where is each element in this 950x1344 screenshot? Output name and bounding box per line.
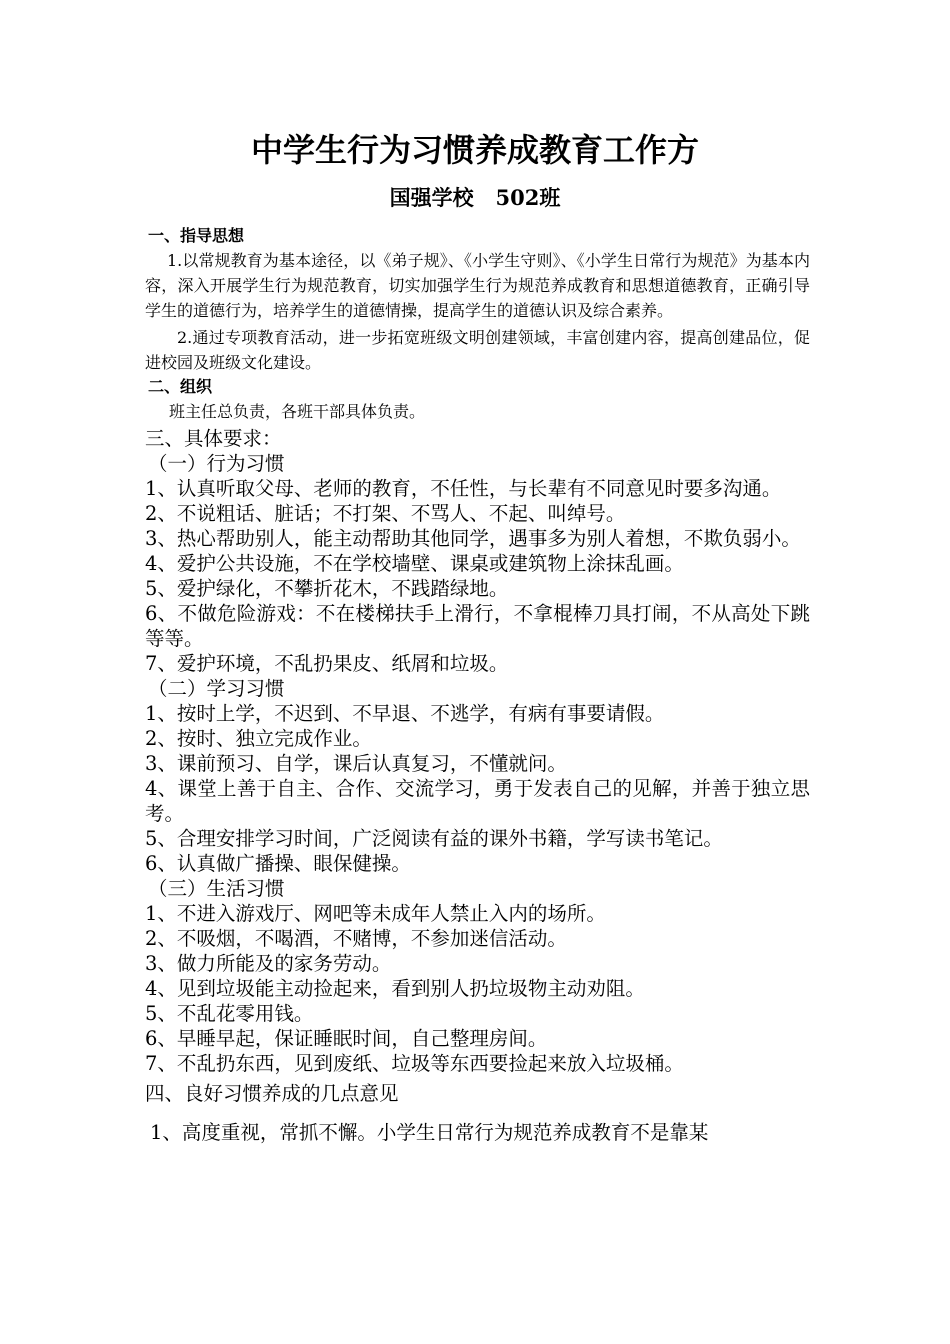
section-heading-org: 二、组织 (148, 377, 213, 396)
org-paragraph: 班主任总负责，各班干部具体负责。 (169, 402, 426, 421)
section-heading-guiding: 一、指导思想 (148, 226, 245, 245)
opinions-paragraph-1: 1、高度重视，常抓不懈。小学生日常行为规范养成教育不是靠某 (150, 1121, 709, 1144)
list-item: 6、早睡早起，保证睡眠时间，自己整理房间。 (145, 1027, 548, 1050)
list-item: 2、不说粗话、脏话；不打架、不骂人、不起、叫绰号。 (145, 502, 626, 525)
list-item: 4、爱护公共设施，不在学校墙壁、课桌或建筑物上涂抹乱画。 (145, 552, 684, 575)
list-item: 3、课前预习、自学，课后认真复习，不懂就问。 (145, 752, 567, 775)
document-body (145, 224, 810, 1145)
list-item: 3、热心帮助别人，能主动帮助其他同学，遇事多为别人着想，不欺负弱小。 (145, 527, 801, 550)
list-item: 6、不做危险游戏：不在楼梯扶手上滑行，不拿棍棒刀具打闹，不从高处下跳等等。 (145, 602, 810, 650)
guiding-paragraph-1: 1.以常规教育为基本途径，以《弟子规》、《小学生守则》、《小学生日常行为规范》为基本内容，深入开展学生行为规范教育，切实加强学生行为规范养成教育和思想道德教育，正确引导学生的道德行为，培养学生的道德情操，提高学生的道德认识及综合素养。 (145, 251, 810, 320)
list-item: 4、见到垃圾能主动捡起来，看到别人扔垃圾物主动劝阻。 (145, 977, 645, 1000)
list-item: 5、爱护绿化，不攀折花木，不践踏绿地。 (145, 577, 509, 600)
section-heading-opinions: 四、良好习惯养成的几点意见 (145, 1082, 399, 1105)
subsection-heading-life: （三）生活习惯 (148, 877, 285, 900)
list-item: 1、按时上学，不迟到、不早退、不逃学，有病有事要请假。 (145, 702, 665, 725)
subsection-heading-study: （二）学习习惯 (148, 677, 285, 700)
section-heading-requirements: 三、具体要求： (145, 427, 282, 450)
list-item: 4、课堂上善于自主、合作、交流学习，勇于发表自己的见解，并善于独立思考。 (145, 777, 810, 825)
list-item: 2、按时、独立完成作业。 (145, 727, 372, 750)
list-item: 5、不乱花零用钱。 (145, 1002, 314, 1025)
list-item: 1、认真听取父母、老师的教育，不任性，与长辈有不同意见时要多沟通。 (145, 477, 782, 500)
document-title: 中学生行为习惯养成教育工作方 (250, 131, 699, 169)
document-subtitle: 国强学校 502班 (389, 185, 561, 210)
list-item: 3、做力所能及的家务劳动。 (145, 952, 392, 975)
list-item: 6、认真做广播操、眼保健操。 (145, 852, 411, 875)
guiding-paragraph-2: 2.通过专项教育活动，进一步拓宽班级文明创建领域，丰富创建内容，提高创建品位，促进校园及班级文化建设。 (145, 328, 810, 372)
list-item: 2、不吸烟，不喝酒，不赌博，不参加迷信活动。 (145, 927, 567, 950)
list-item: 7、爱护环境，不乱扔果皮、纸屑和垃圾。 (145, 652, 509, 675)
subsection-heading-behavior: （一）行为习惯 (148, 452, 285, 475)
list-item: 7、不乱扔东西，见到废纸、垃圾等东西要捡起来放入垃圾桶。 (145, 1052, 684, 1075)
list-item: 1、不进入游戏厅、网吧等未成年人禁止入内的场所。 (145, 902, 606, 925)
list-item: 5、合理安排学习时间，广泛阅读有益的课外书籍，学写读书笔记。 (145, 827, 723, 850)
